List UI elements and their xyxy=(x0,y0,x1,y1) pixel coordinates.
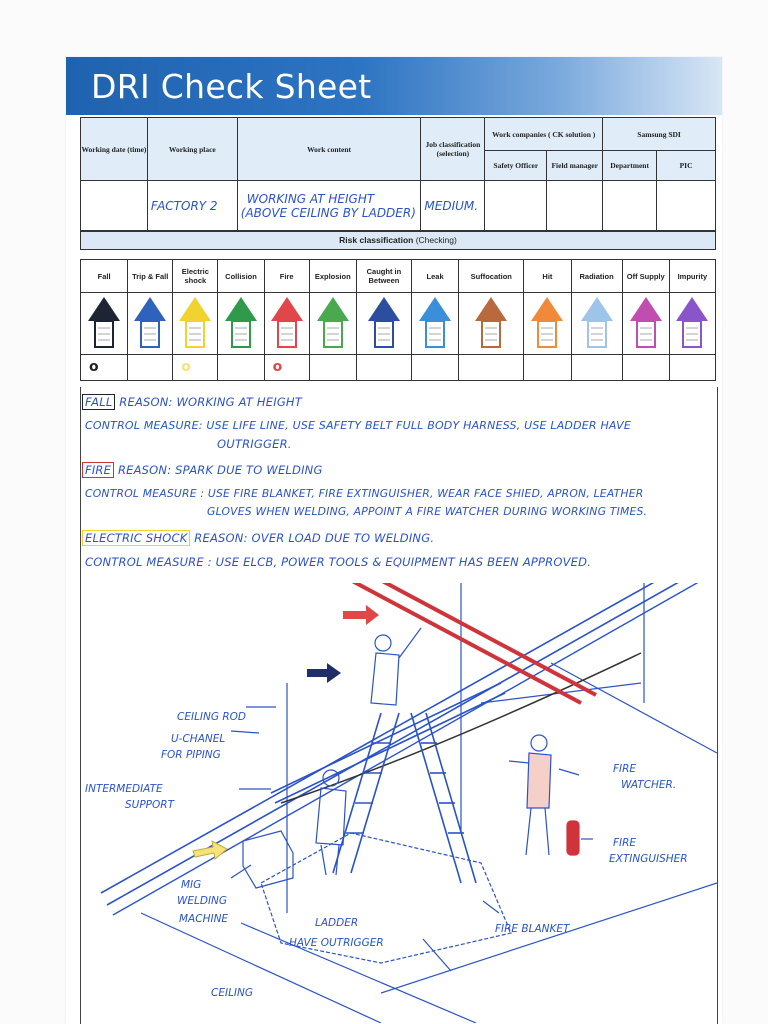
work-content-line-1: WORKING AT HEIGHT xyxy=(246,191,375,206)
fall-control-measure-1: CONTROL MEASURE: USE LIFE LINE, USE SAFETY BELT FULL BODY HARNESS, USE LADDER HAVE xyxy=(85,419,631,432)
risk-bar-bold: Risk classification xyxy=(339,235,414,245)
department-value xyxy=(603,181,657,231)
label-fire-blanket: FIRE BLANKET xyxy=(495,923,570,935)
fall-note xyxy=(82,395,302,409)
fall-control-measure-2: OUTRIGGER. xyxy=(217,437,292,451)
off-supply-hazard-icon xyxy=(628,295,664,351)
work-content-line-2: (ABOVE CEILING BY LADDER) xyxy=(240,205,416,220)
job-class-value: MEDIUM. xyxy=(421,181,485,231)
electric-shock-hazard-icon xyxy=(177,295,213,351)
risk-label-explosion: Explosion xyxy=(309,260,356,293)
risk-label-trip-fall: Trip & Fall xyxy=(128,260,173,293)
risk-check-fire[interactable] xyxy=(264,355,309,381)
risk-category-table xyxy=(80,259,716,381)
navy-arrow-icon xyxy=(307,663,341,683)
risk-check-radiation[interactable] xyxy=(571,355,622,381)
risk-check-fall[interactable] xyxy=(81,355,128,381)
fire-note xyxy=(82,463,323,477)
title-banner xyxy=(66,57,722,115)
risk-label-hit: Hit xyxy=(524,260,571,293)
check-mark: o xyxy=(272,358,283,375)
risk-label-leak: Leak xyxy=(412,260,459,293)
header-working-date: Working date (time) xyxy=(81,118,148,181)
check-mark: o xyxy=(181,358,191,375)
risk-icon-cell-suffocation xyxy=(459,293,524,355)
risk-classification-bar xyxy=(80,231,716,250)
label-fire-extinguisher-2: EXTINGUISHER xyxy=(609,853,688,865)
risk-label-electric-shock: Electric shock xyxy=(173,260,218,293)
header-safety-officer: Safety Officer xyxy=(485,151,547,181)
fire-tag: FIRE xyxy=(82,462,114,478)
header-job-classification: Job classification (selection) xyxy=(421,118,485,181)
floor-line xyxy=(381,883,717,993)
field-manager-value xyxy=(547,181,603,231)
risk-check-hit[interactable] xyxy=(524,355,571,381)
label-for-piping: FOR PIPING xyxy=(161,749,221,761)
header-field-manager: Field manager xyxy=(547,151,603,181)
risk-icon-cell-leak xyxy=(412,293,459,355)
worker-on-ladder xyxy=(371,628,421,705)
label-fire-watcher-1: FIRE xyxy=(613,763,637,775)
work-at-height-illustration xyxy=(81,583,717,1023)
label-mig-3: MACHINE xyxy=(179,913,229,925)
risk-icon-cell-explosion xyxy=(309,293,356,355)
risk-icon-cell-off-supply xyxy=(622,293,669,355)
risk-bar-note: (Checking) xyxy=(413,235,457,245)
header-working-place: Working place xyxy=(147,118,237,181)
working-place-value: FACTORY 2 xyxy=(147,181,237,231)
fire-reason: REASON: SPARK DUE TO WELDING xyxy=(117,463,323,477)
hit-hazard-icon xyxy=(529,295,565,351)
risk-label-radiation: Radiation xyxy=(571,260,622,293)
electric-shock-tag: ELECTRIC SHOCK xyxy=(82,530,190,546)
work-content-value xyxy=(237,181,421,231)
u-channel-beam xyxy=(275,693,505,803)
header-department: Department xyxy=(603,151,657,181)
electric-shock-note xyxy=(82,531,434,545)
risk-check-off-supply[interactable] xyxy=(622,355,669,381)
fire-control-measure-2: GLOVES WHEN WELDING, APPOINT A FIRE WATCHER DURING WORKING TIMES. xyxy=(207,505,648,518)
pic-value xyxy=(657,181,716,231)
risk-check-caught-in-between[interactable] xyxy=(356,355,411,381)
fire-hazard-icon xyxy=(269,295,305,351)
label-ceiling-rod: CEILING ROD xyxy=(177,711,246,723)
page-title: DRI Check Sheet xyxy=(91,67,372,106)
header-work-companies: Work companies ( CK solution ) xyxy=(485,118,603,151)
u-channel-beam xyxy=(271,683,501,793)
red-arrow-icon xyxy=(343,605,379,625)
fire-watcher-figure xyxy=(509,735,551,855)
working-date-value xyxy=(81,181,148,231)
label-ceiling: CEILING xyxy=(211,987,253,999)
header-pic: PIC xyxy=(657,151,716,181)
label-fire-extinguisher-1: FIRE xyxy=(613,837,637,849)
fire-control-measure-1: CONTROL MEASURE : USE FIRE BLANKET, FIRE EXTINGUISHER, WEAR FACE SHIED, APRON, LEATHER xyxy=(85,487,644,500)
collision-hazard-icon xyxy=(223,295,259,351)
risk-check-collision[interactable] xyxy=(218,355,264,381)
label-mig-1: MIG xyxy=(181,879,202,891)
yellow-arrow-icon xyxy=(193,841,227,859)
risk-check-suffocation[interactable] xyxy=(459,355,524,381)
leak-hazard-icon xyxy=(417,295,453,351)
label-ladder-1: LADDER xyxy=(315,917,359,929)
label-intermediate: INTERMEDIATE xyxy=(85,783,163,795)
risk-check-electric-shock[interactable] xyxy=(173,355,218,381)
risk-icon-cell-caught-in-between xyxy=(356,293,411,355)
check-mark: o xyxy=(89,358,99,375)
suffocation-hazard-icon xyxy=(473,295,509,351)
check-sheet xyxy=(66,57,722,1024)
risk-check-trip-fall[interactable] xyxy=(128,355,173,381)
work-info-table xyxy=(80,117,716,231)
fire-extinguisher xyxy=(567,821,579,855)
caught-in-between-hazard-icon xyxy=(366,295,402,351)
safety-officer-value xyxy=(485,181,547,231)
risk-label-impurity: Impurity xyxy=(669,260,715,293)
risk-check-leak[interactable] xyxy=(412,355,459,381)
trip-fall-hazard-icon xyxy=(132,295,168,351)
electric-shock-control-measure: CONTROL MEASURE : USE ELCB, POWER TOOLS & EQUIPMENT HAS BEEN APPROVED. xyxy=(85,555,592,569)
label-support: SUPPORT xyxy=(125,799,174,811)
explosion-hazard-icon xyxy=(315,295,351,351)
fall-reason: REASON: WORKING AT HEIGHT xyxy=(119,395,303,409)
electric-shock-reason: REASON: OVER LOAD DUE TO WELDING. xyxy=(194,531,435,545)
radiation-hazard-icon xyxy=(579,295,615,351)
label-fire-watcher-2: WATCHER. xyxy=(621,779,677,791)
risk-icon-cell-fall xyxy=(81,293,128,355)
ladder xyxy=(333,713,476,883)
impurity-hazard-icon xyxy=(674,295,710,351)
risk-label-collision: Collision xyxy=(218,260,264,293)
risk-label-fall: Fall xyxy=(81,260,128,293)
risk-icon-cell-fire xyxy=(264,293,309,355)
header-work-content: Work content xyxy=(237,118,421,181)
label-u-chanel: U-CHANEL xyxy=(171,733,226,745)
risk-label-fire: Fire xyxy=(264,260,309,293)
red-pipe xyxy=(356,583,596,695)
hazard-notes-section xyxy=(80,387,718,1024)
label-mig-2: WELDING xyxy=(177,895,228,907)
risk-icon-cell-impurity xyxy=(669,293,715,355)
risk-icon-cell-collision xyxy=(218,293,264,355)
risk-icon-cell-electric-shock xyxy=(173,293,218,355)
risk-label-suffocation: Suffocation xyxy=(459,260,524,293)
risk-check-explosion[interactable] xyxy=(309,355,356,381)
risk-icon-cell-hit xyxy=(524,293,571,355)
fall-tag: FALL xyxy=(82,394,115,410)
floor-line xyxy=(551,663,717,753)
header-samsung-sdi: Samsung SDI xyxy=(603,118,716,151)
risk-icon-cell-trip-fall xyxy=(128,293,173,355)
fall-hazard-icon xyxy=(86,295,122,351)
risk-label-off-supply: Off Supply xyxy=(622,260,669,293)
risk-icon-cell-radiation xyxy=(571,293,622,355)
risk-check-impurity[interactable] xyxy=(669,355,715,381)
risk-label-caught-in-between: Caught in Between xyxy=(356,260,411,293)
label-ladder-2: HAVE OUTRIGGER xyxy=(289,937,384,949)
